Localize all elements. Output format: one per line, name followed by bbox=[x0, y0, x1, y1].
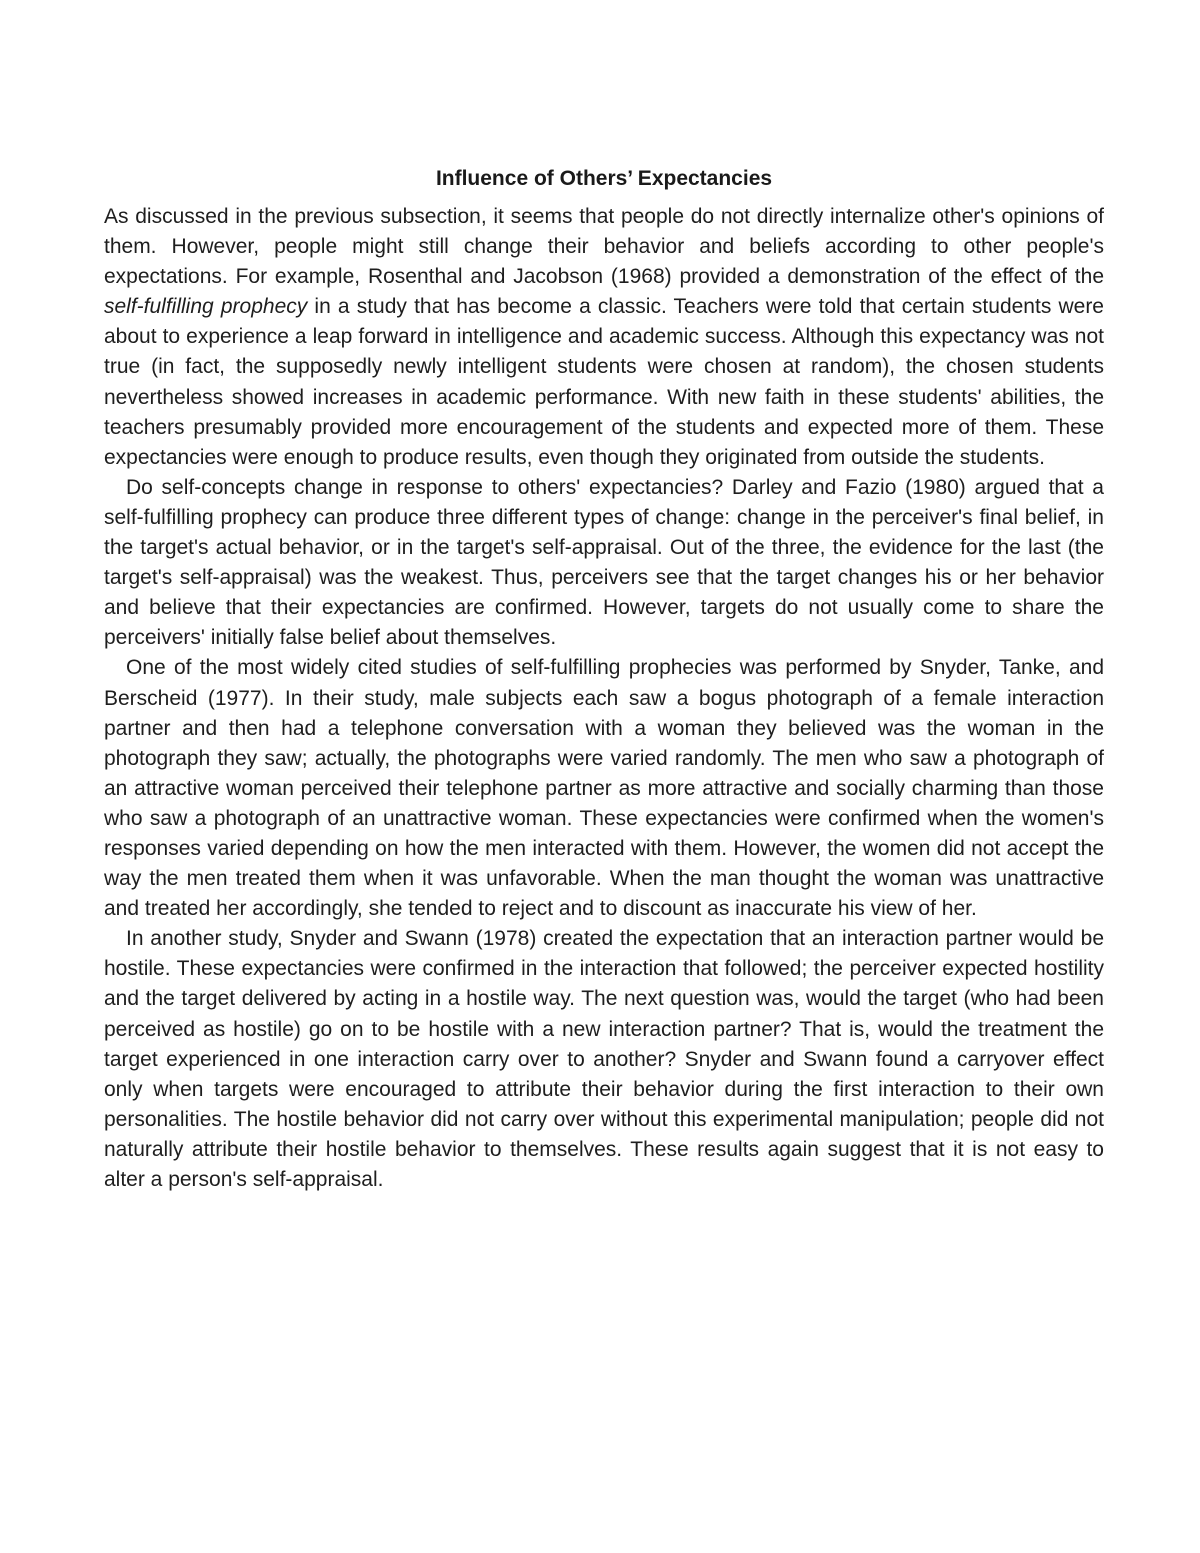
paragraph-2: Do self-concepts change in response to others' expectancies? Darley and Fazio (1980) argued that a self-fulfilling prophecy can produce three different types of change: change in the perceiver's final belief, in the target's actual behavior, or in the target's self-appraisal. Out of the three, the evidence for the last (the target's self-appraisal) was the weakest. Thus, perceivers see that the target changes his or her behavior and believe that their expectancies are confirmed. However, targets do not usually come to share the perceivers' initially false belief about themselves. bbox=[104, 475, 1104, 650]
paragraph-3: One of the most widely cited studies of self-fulfilling prophecies was performed by Snyder, Tanke, and Berscheid (1977). In their study, male subjects each saw a bogus photograph of a female interaction partner and then had a telephone conversation with a woman they believed was the woman in the photograph they saw; actually, the photographs were varied randomly. The men who saw a photograph of an attractive woman perceived their telephone partner as more attractive and socially charming than those who saw a photograph of an unattractive woman. These expectancies were confirmed when the women's responses varied depending on how the men interacted with them. However, the women did not accept the way the men treated them when it was unfavorable. When the man thought the woman was unattractive and treated her accordingly, she tended to reject and to discount as inaccurate his view of her. bbox=[104, 656, 1104, 921]
paragraph-1-italic-term: self-fulfilling prophecy bbox=[104, 295, 308, 319]
paragraph-4: In another study, Snyder and Swann (1978) created the expectation that an interaction partner would be hostile. These expectancies were confirmed in the interaction that followed; the perceiver expected hostility and the target delivered by acting in a hostile way. The next question was, would the target (who had been perceived as hostile) go on to be hostile with a new interaction partner? That is, would the treatment the target experienced in one interaction carry over to another? Snyder and Swann found a carryover effect only when targets were encouraged to attribute their behavior during the first interaction to their own personalities. The hostile behavior did not carry over without this experimental manipulation; people did not naturally attribute their hostile behavior to themselves. These results again suggest that it is not easy to alter a person's self-appraisal. bbox=[104, 927, 1104, 1191]
document-page bbox=[104, 164, 1104, 1195]
paragraph-1 bbox=[104, 202, 1104, 473]
paragraph-1-text-before: As discussed in the previous subsection, it seems that people do not directly internalize other's opinions of them. However, people might still change their behavior and beliefs according to other people's expectations. For example, Rosenthal and Jacobson (1968) provided a demonstration of the effect of the bbox=[104, 205, 1104, 289]
paragraph-1-text-after: in a study that has become a classic. Teachers were told that certain students were about to experience a leap forward in intelligence and academic success. Although this expectancy was not true (in fact, the supposedly newly intelligent students were chosen at random), the chosen students nevertheless showed increases in academic performance. With new faith in these students' abilities, the teachers presumably provided more encouragement of the students and expected more of them. These expectancies were enough to produce results, even though they originated from outside the students. bbox=[104, 295, 1104, 469]
document-title: Influence of Others’ Expectancies bbox=[435, 167, 773, 190]
